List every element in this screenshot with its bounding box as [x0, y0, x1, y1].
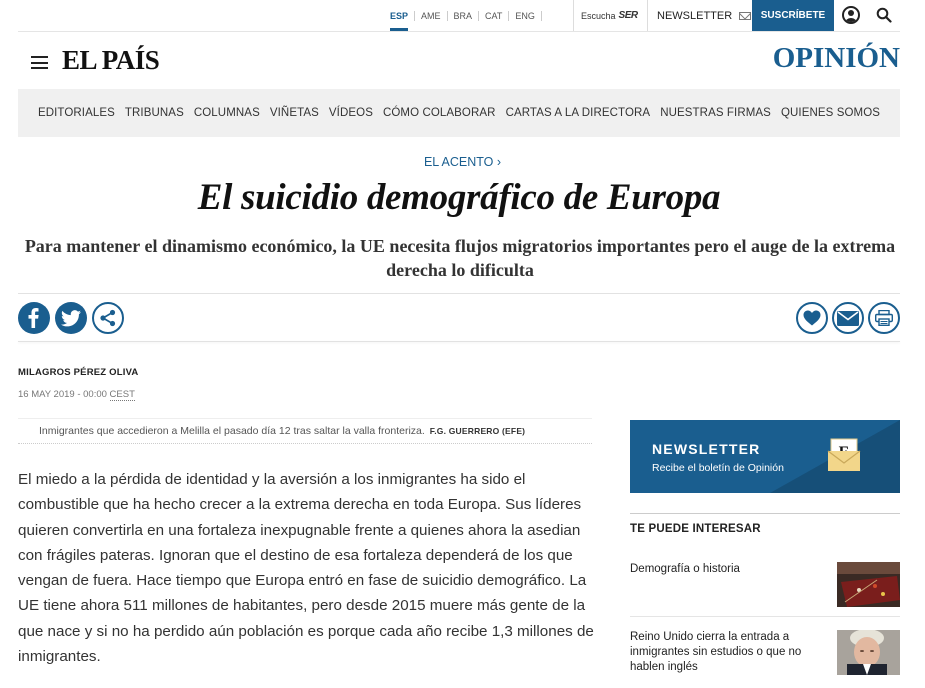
- subnav-columnas[interactable]: COLUMNAS: [193, 107, 260, 119]
- ser-logo: SER: [618, 10, 638, 21]
- related-article-thumbnail[interactable]: [837, 630, 900, 675]
- share-icon: [99, 309, 117, 327]
- photo-credit: F.G. GUERRERO (EFE): [429, 426, 526, 436]
- photo-caption: [18, 418, 592, 444]
- facebook-icon: [26, 308, 42, 328]
- article-kicker[interactable]: EL ACENTO ›: [423, 155, 502, 169]
- newsletter-promo[interactable]: [630, 420, 900, 493]
- subnav-cartas[interactable]: CARTAS A LA DIRECTORA: [505, 107, 651, 119]
- related-article-title[interactable]: Reino Unido cierra la entrada a inmigrantes sin estudios o que no hablen inglés: [630, 631, 802, 673]
- subnav-firmas[interactable]: NUESTRAS FIRMAS: [660, 107, 771, 119]
- newsletter-link[interactable]: [647, 0, 751, 31]
- el-pais-logo[interactable]: EL PAÍS: [62, 45, 160, 75]
- edition-ame[interactable]: AME: [415, 11, 448, 21]
- twitter-share-button[interactable]: [55, 302, 87, 334]
- article-date: [18, 389, 135, 400]
- save-favorite-button[interactable]: [796, 302, 828, 334]
- edition-cat[interactable]: CAT: [479, 11, 509, 21]
- newsletter-envelope-icon: [826, 437, 862, 473]
- divider: [18, 341, 900, 342]
- article-body-paragraph: El miedo a la pérdida de identidad y la aversión a los inmigrantes ha sido el combustible que ha hecho crecer a la extrema derecha en toda Europa. Sus líderes quieren convertirla en una fortaleza inexpugnable frente a quienes ahora la asedian con frágiles pateras. Ignoran que el destino de esa fortaleza dependerá de los que vengan de fuera. Hace tiempo que Europa entró en fase de suicidio demográfico. La UE tiene ahora 511 millones de habitantes, pero desde 2015 muere más gente de la que nace y si no ha perdido aún población es porque cada año recibe 1,3 millones de inmigrantes.: [18, 471, 594, 666]
- section-title[interactable]: OPINIÓN: [772, 42, 900, 74]
- newsletter-label: NEWSLETTER: [657, 9, 733, 22]
- subnav-videos[interactable]: VÍDEOS: [328, 107, 373, 119]
- newsletter-promo-title: NEWSLETTER: [652, 441, 761, 457]
- section-subnav: [18, 89, 900, 137]
- article-author[interactable]: MILAGROS PÉREZ OLIVA: [18, 367, 139, 378]
- divider: [630, 616, 900, 617]
- newsletter-promo-subtitle: Recibe el boletín de Opinión: [652, 462, 784, 474]
- article-title: El suicidio demográfico de Europa: [197, 177, 721, 218]
- facebook-share-button[interactable]: [18, 302, 50, 334]
- share-button[interactable]: [92, 302, 124, 334]
- printer-icon: [875, 310, 893, 326]
- related-heading: TE PUEDE INTERESAR: [630, 513, 900, 535]
- subnav-tribunas[interactable]: TRIBUNAS: [124, 107, 184, 119]
- publish-date: 16 MAY 2019 - 00:00: [18, 389, 107, 400]
- escucha-label: Escucha: [581, 10, 616, 21]
- edition-selector: [390, 0, 542, 31]
- email-share-button[interactable]: [832, 302, 864, 334]
- pool-table-image: [837, 562, 900, 607]
- caption-text: Inmigrantes que accedieron a Melilla el pasado día 12 tras saltar la valla fronteriza.: [39, 425, 425, 437]
- subnav-como-colaborar[interactable]: CÓMO COLABORAR: [382, 107, 496, 119]
- politician-portrait-image: [837, 630, 900, 675]
- user-account-icon[interactable]: [842, 6, 860, 24]
- search-icon[interactable]: [876, 7, 892, 23]
- subscribe-button[interactable]: SUSCRÍBETE: [752, 0, 834, 31]
- article-subtitle: Para mantener el dinamismo económico, la UE necesita flujos migratorios importantes pero el auge de la extrema derecha lo dificulta: [24, 236, 896, 280]
- divider: [18, 293, 900, 294]
- subnav-vinetas[interactable]: VIÑETAS: [269, 107, 319, 119]
- timezone: CEST: [109, 389, 135, 400]
- subnav-editoriales[interactable]: EDITORIALES: [37, 107, 115, 119]
- masthead: [18, 31, 900, 89]
- escucha-ser-link[interactable]: [573, 0, 638, 31]
- related-article-thumbnail[interactable]: [837, 562, 900, 607]
- menu-icon[interactable]: [31, 56, 48, 69]
- envelope-icon: [739, 12, 751, 20]
- edition-bra[interactable]: BRA: [448, 11, 480, 21]
- subnav-quienes-somos[interactable]: QUIENES SOMOS: [780, 107, 881, 119]
- print-button[interactable]: [868, 302, 900, 334]
- twitter-icon: [61, 310, 81, 327]
- top-utility-bar: [0, 0, 925, 31]
- heart-icon: [803, 310, 821, 326]
- edition-eng[interactable]: ENG: [509, 11, 542, 21]
- related-article-title[interactable]: Demografía o historia: [630, 563, 740, 575]
- email-icon: [837, 311, 859, 326]
- edition-esp[interactable]: ESP: [390, 11, 415, 21]
